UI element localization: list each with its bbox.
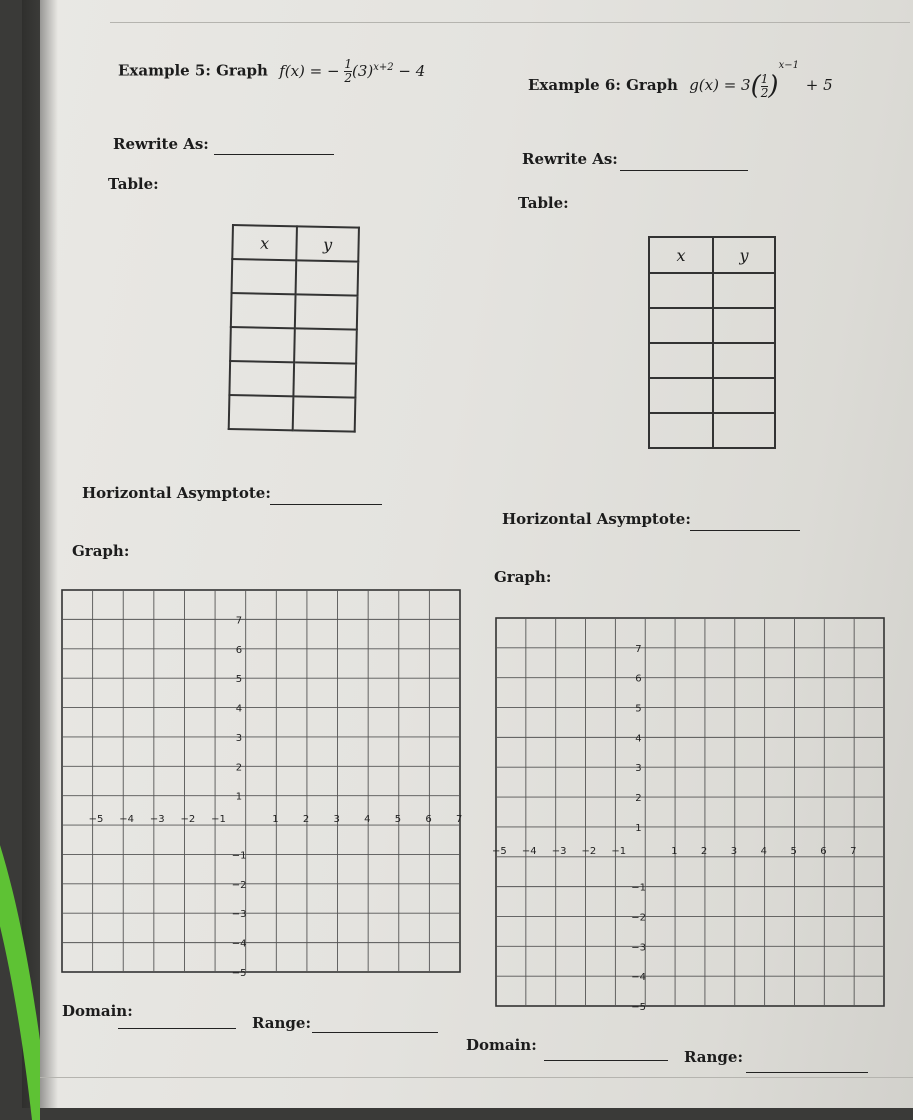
x-tick-label: 5	[394, 814, 402, 826]
example6-coordinate-grid[interactable]	[492, 618, 884, 1013]
table-cell[interactable]	[295, 294, 358, 329]
table-row	[230, 327, 357, 364]
y-tick-label: 6	[635, 673, 642, 685]
y-tick-label: −5	[631, 1002, 646, 1013]
example5-formula-tail: − 4	[393, 61, 426, 80]
x-tick-label: −5	[88, 814, 104, 826]
example6-domain-label: Domain:	[466, 1036, 537, 1054]
x-tick-label: 6	[425, 814, 432, 826]
table-cell[interactable]	[229, 361, 294, 396]
example6-xy-table	[648, 236, 776, 449]
x-tick-label: 4	[760, 845, 767, 857]
y-tick-label: 6	[235, 644, 243, 656]
table-cell[interactable]	[296, 260, 359, 295]
x-tick-label: −2	[180, 814, 196, 826]
example5-rewrite-blank[interactable]	[214, 154, 334, 155]
table-row	[229, 361, 356, 398]
example6-paren-close: )	[768, 71, 779, 101]
example5-title-text: Example 5: Graph	[118, 61, 268, 80]
example6-title-text: Example 6: Graph	[528, 76, 678, 94]
example6-asymptote-label: Horizontal Asymptote:	[502, 510, 691, 528]
table-cell[interactable]	[649, 343, 713, 378]
table-row	[231, 293, 358, 330]
y-tick-label: 7	[235, 615, 243, 627]
example6-domain-blank[interactable]	[544, 1060, 668, 1061]
table-cell[interactable]	[293, 362, 356, 397]
table-row	[649, 273, 775, 308]
page-edge-shadow	[40, 0, 58, 1108]
x-tick-label: −4	[119, 814, 134, 826]
example6-formula-gx: g(x) = 3	[689, 76, 751, 94]
table-row	[649, 378, 775, 413]
table-cell[interactable]	[713, 413, 775, 448]
x-tick-label: −1	[611, 845, 627, 857]
grid-border	[62, 590, 463, 972]
y-tick-label: 5	[235, 674, 243, 686]
y-tick-label: 1	[635, 822, 642, 834]
table-row	[649, 413, 775, 448]
example6-table-label: Table:	[518, 194, 569, 212]
example5-graph-label: Graph:	[72, 542, 130, 560]
table-cell[interactable]	[713, 378, 775, 413]
example6-rewrite-blank[interactable]	[620, 170, 748, 171]
y-tick-label: −3	[631, 942, 646, 954]
y-tick-label: 4	[635, 733, 642, 745]
y-tick-label: 5	[635, 703, 642, 715]
table-row	[649, 343, 775, 378]
table-cell[interactable]	[231, 293, 296, 328]
x-tick-label: 3	[333, 814, 340, 826]
example5-formula-fx: f(x) = −	[279, 61, 340, 80]
table-cell[interactable]	[229, 395, 294, 430]
example6-graph-label: Graph:	[494, 568, 552, 586]
x-tick-label: 3	[730, 845, 738, 857]
page-bottom-rule	[40, 1077, 913, 1078]
x-tick-label: 1	[671, 845, 678, 857]
example6-asymptote-blank[interactable]	[690, 530, 800, 531]
example6-frac-num: 1	[760, 71, 769, 86]
y-tick-label: −3	[231, 909, 247, 921]
y-tick-label: −1	[231, 850, 247, 862]
y-tick-label: −4	[631, 972, 646, 984]
x-tick-label: −3	[149, 814, 165, 826]
example5-formula-base: (3)	[352, 61, 374, 80]
table-cell[interactable]	[294, 328, 357, 363]
y-tick-label: −1	[631, 882, 646, 894]
y-tick-label: 3	[235, 732, 243, 744]
y-tick-label: 1	[235, 791, 243, 803]
example6-rewrite-label: Rewrite As:	[522, 150, 618, 168]
example6-formula-tail: + 5	[805, 76, 833, 94]
example5-coordinate-grid[interactable]	[62, 590, 463, 979]
y-tick-label: 2	[235, 762, 243, 774]
y-tick-label: 7	[635, 643, 642, 655]
example6-range-blank[interactable]	[746, 1072, 868, 1073]
example5-domain-label: Domain:	[62, 1002, 133, 1020]
example6-formula	[689, 60, 833, 101]
table-cell[interactable]	[649, 378, 713, 413]
x-tick-label: 2	[302, 814, 310, 826]
table-cell[interactable]	[713, 308, 775, 343]
x-tick-label: 7	[850, 845, 857, 857]
example5-table-label: Table:	[108, 175, 159, 193]
example5-col-y-header: y	[296, 226, 359, 261]
y-tick-label: 2	[635, 793, 642, 805]
table-cell[interactable]	[713, 273, 775, 308]
table-cell[interactable]	[232, 259, 297, 294]
example6-title	[528, 60, 833, 101]
x-tick-label: 5	[790, 845, 797, 857]
example5-asymptote-label: Horizontal Asymptote:	[82, 484, 271, 502]
table-row	[232, 259, 359, 296]
example5-range-blank[interactable]	[312, 1032, 438, 1033]
example5-fraction	[344, 58, 352, 85]
y-tick-label: −2	[231, 879, 247, 891]
example5-range-label: Range:	[252, 1014, 312, 1032]
y-tick-label: 3	[635, 763, 642, 775]
example6-col-x-header: x	[649, 237, 713, 273]
x-tick-label: 6	[820, 845, 827, 857]
table-cell[interactable]	[713, 343, 775, 378]
example5-formula-exp: x+2	[373, 61, 394, 73]
example5-xy-table	[228, 224, 360, 433]
page-top-rule	[110, 22, 910, 23]
y-tick-label: −2	[631, 912, 646, 924]
x-tick-label: 2	[700, 845, 708, 857]
grid-border	[496, 618, 884, 1006]
x-tick-label: −1	[211, 814, 226, 826]
table-row	[649, 308, 775, 343]
table-row	[232, 225, 359, 262]
x-tick-label: −4	[521, 845, 537, 857]
example5-domain-blank[interactable]	[118, 1028, 236, 1029]
table-row	[229, 395, 356, 432]
example6-frac-den: 2	[760, 85, 769, 100]
example5-rewrite-label: Rewrite As:	[113, 135, 209, 153]
y-tick-label: −4	[231, 938, 247, 950]
example6-paren-open: (	[750, 71, 761, 101]
example5-col-x-header: x	[232, 225, 297, 260]
x-tick-label: −5	[492, 845, 507, 857]
example5-frac-num: 1	[344, 57, 352, 71]
example6-formula-exp: x−1	[778, 60, 799, 71]
x-tick-label: 7	[456, 814, 463, 826]
x-tick-label: 4	[364, 814, 371, 826]
example5-formula	[279, 57, 426, 85]
example5-frac-den: 2	[344, 71, 352, 85]
y-tick-label: 4	[235, 703, 243, 715]
example6-col-y-header: y	[713, 237, 775, 273]
example5-asymptote-blank[interactable]	[270, 504, 382, 505]
table-cell[interactable]	[293, 396, 356, 431]
x-tick-label: 1	[272, 814, 279, 826]
table-cell[interactable]	[649, 308, 713, 343]
example6-range-label: Range:	[684, 1048, 744, 1066]
table-cell[interactable]	[649, 273, 713, 308]
table-row	[649, 237, 775, 273]
example5-title	[118, 58, 425, 85]
y-tick-label: −5	[231, 968, 247, 979]
x-tick-label: −3	[551, 845, 567, 857]
table-cell[interactable]	[649, 413, 713, 448]
table-cell[interactable]	[230, 327, 295, 362]
x-tick-label: −2	[581, 845, 597, 857]
